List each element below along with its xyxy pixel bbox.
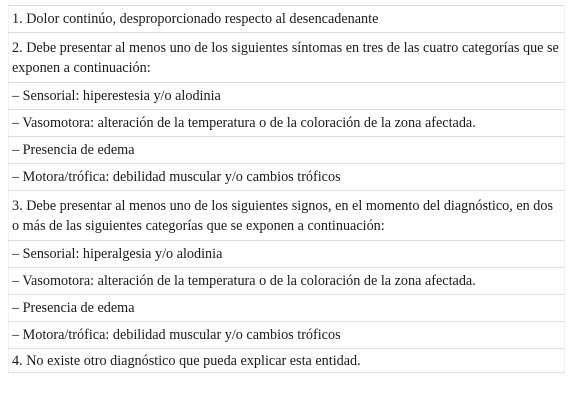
criterion-row-1 xyxy=(9,6,565,33)
symptom-sensorial-text: – Sensorial: hiperestesia y/o alodinia xyxy=(9,83,565,110)
criteria-table xyxy=(8,5,565,373)
sign-edema-text: – Presencia de edema xyxy=(9,295,565,322)
sign-row-edema xyxy=(9,295,565,322)
criterion-1-text: 1. Dolor continúo, desproporcionado respecto al desencadenante xyxy=(9,6,565,33)
symptom-edema-text: – Presencia de edema xyxy=(9,137,565,164)
sign-row-vasomotora xyxy=(9,268,565,295)
criterion-row-3 xyxy=(9,191,565,241)
symptom-motora-text: – Motora/trófica: debilidad muscular y/o cambios tróficos xyxy=(9,164,565,191)
sign-row-motora xyxy=(9,322,565,349)
criterion-2-text: 2. Debe presentar al menos uno de los siguientes síntomas en tres de las cuatro categorías que se exponen a continuación: xyxy=(9,33,565,83)
symptom-row-edema xyxy=(9,137,565,164)
sign-row-sensorial xyxy=(9,241,565,268)
symptom-row-sensorial xyxy=(9,83,565,110)
sign-motora-text: – Motora/trófica: debilidad muscular y/o cambios tróficos xyxy=(9,322,565,349)
sign-vasomotora-text: – Vasomotora: alteración de la temperatura o de la coloración de la zona afectada. xyxy=(9,268,565,295)
symptom-row-vasomotora xyxy=(9,110,565,137)
criterion-3-text: 3. Debe presentar al menos uno de los siguientes signos, en el momento del diagnóstico, en dos o más de las siguientes categorías que se exponen a continuación: xyxy=(9,191,565,241)
symptom-row-motora xyxy=(9,164,565,191)
criteria-table-body xyxy=(9,6,565,373)
symptom-vasomotora-text: – Vasomotora: alteración de la temperatura o de la coloración de la zona afectada. xyxy=(9,110,565,137)
criterion-row-2 xyxy=(9,33,565,83)
sign-sensorial-text: – Sensorial: hiperalgesia y/o alodinia xyxy=(9,241,565,268)
criterion-row-4 xyxy=(9,349,565,373)
criterion-4-text: 4. No existe otro diagnóstico que pueda explicar esta entidad. xyxy=(9,349,565,373)
